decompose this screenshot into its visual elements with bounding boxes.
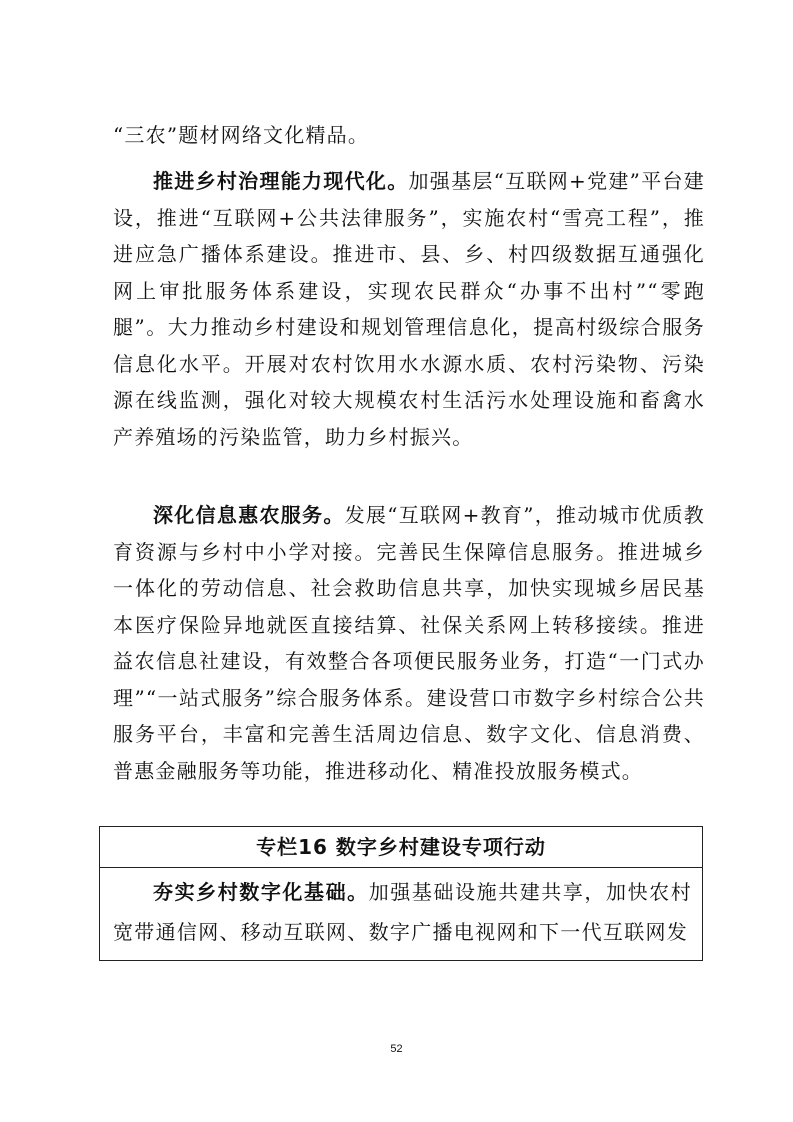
paragraph-3: [113, 497, 705, 789]
paragraph-2-text: 加强基层“互联网+党建”平台建设，推进“互联网+公共法律服务”，实施农村“雪亮工程”，推进应急广播体系建设。推进市、县、乡、村四级数据互通强化网上审批服务体系建设，实现农民群众“办事不出村”“零跑腿”。大力推动乡村建设和规划管理信息化，提高村级综合服务信息化水平。开展对农村饮用水水源水质、农村污染物、污染源在线监测，强化对较大规模农村生活污水处理设施和畜禽水产养殖场的污染监管，助力乡村振兴。: [113, 169, 705, 449]
special-column-body: [100, 868, 702, 952]
special-column-lead: 夯实乡村数字化基础。: [153, 880, 369, 904]
paragraph-1: [113, 117, 705, 154]
paragraph-2-lead: 推进乡村治理能力现代化。: [153, 169, 409, 193]
paragraph-3-lead: 深化信息惠农服务。: [153, 503, 345, 527]
special-column-title: 专栏16 数字乡村建设专项行动: [100, 827, 702, 868]
page-number: 52: [390, 1043, 403, 1055]
special-column-box: [99, 826, 703, 961]
paragraph-2: [113, 163, 705, 455]
paragraph-3-text: 发展“互联网+教育”，推动城市优质教育资源与乡村中小学对接。完善民生保障信息服务。推进城乡一体化的劳动信息、社会救助信息共享，加快实现城乡居民基本医疗保险异地就医直接结算、社保关系网上转移接续。推进益农信息社建设，有效整合各项便民服务业务，打造“一门式办理”“一站式服务”综合服务体系。建设营口市数字乡村综合公共服务平台，丰富和完善生活周边信息、数字文化、信息消费、普惠金融服务等功能，推进移动化、精准投放服务模式。: [113, 503, 705, 783]
special-column-text: 加强基础设施共建共享，加快农村宽带通信网、移动互联网、数字广播电视网和下一代互联网发: [113, 880, 693, 944]
paragraph-1-text: “三农”题材网络文化精品。: [113, 123, 370, 147]
